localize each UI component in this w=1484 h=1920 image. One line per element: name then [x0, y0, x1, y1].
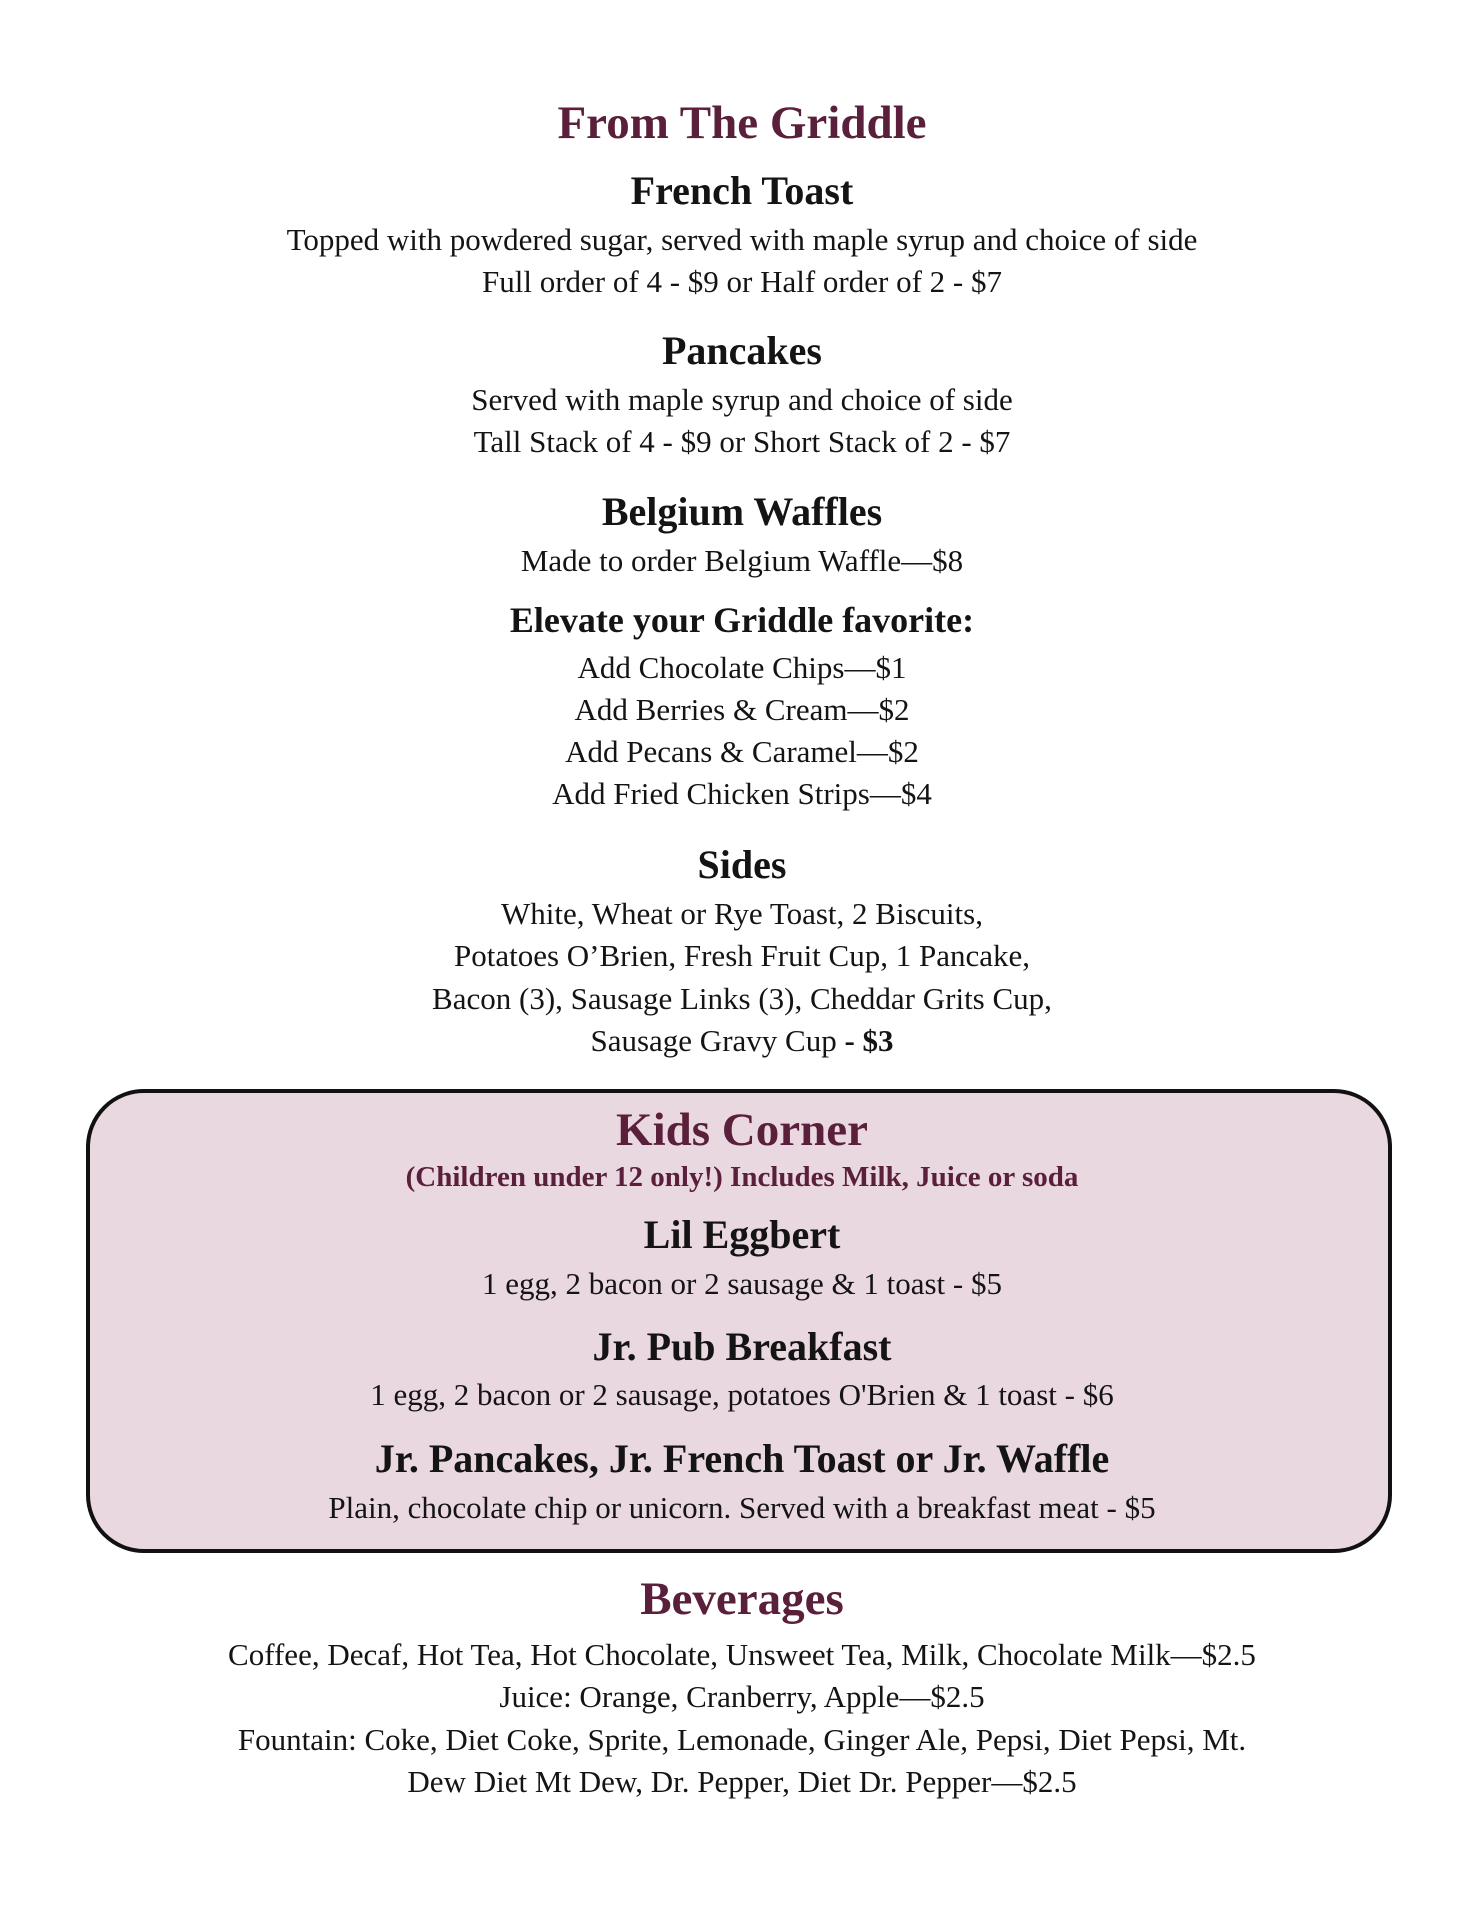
french-toast-title: French Toast — [630, 168, 854, 213]
french-toast-description: Topped with powdered sugar, served with maple syrup and choice of side — [286, 222, 1198, 257]
kids-corner-title: Kids Corner — [616, 1104, 868, 1156]
sides-last-line-text: Sausage Gravy Cup — [590, 1023, 837, 1058]
elevate-item: Add Pecans & Caramel—$2 — [565, 734, 919, 769]
waffles-title: Belgium Waffles — [601, 489, 883, 534]
pancakes-description: Served with maple syrup and choice of side — [471, 382, 1013, 417]
elevate-item: Add Fried Chicken Strips—$4 — [552, 776, 932, 811]
elevate-item: Add Berries & Cream—$2 — [574, 692, 910, 727]
beverages-line: Fountain: Coke, Diet Coke, Sprite, Lemonade, Ginger Ale, Pepsi, Diet Pepsi, Mt. — [237, 1722, 1247, 1757]
sides-heading: Sides — [697, 842, 787, 887]
kids-corner-box — [86, 1089, 1392, 1553]
kids-corner-subtitle: (Children under 12 only!) Includes Milk, Juice or soda — [405, 1161, 1079, 1193]
pancakes-price-line: Tall Stack of 4 - $9 or Short Stack of 2 - $7 — [473, 424, 1011, 459]
kids-item-description: 1 egg, 2 bacon or 2 sausage & 1 toast - $5 — [482, 1266, 1002, 1301]
beverages-line: Dew Diet Mt Dew, Dr. Pepper, Diet Dr. Pepper—$2.5 — [407, 1764, 1077, 1799]
elevate-heading: Elevate your Griddle favorite: — [509, 600, 975, 640]
sides-line: Potatoes O’Brien, Fresh Fruit Cup, 1 Pancake, — [453, 938, 1030, 973]
kids-item-description: 1 egg, 2 bacon or 2 sausage, potatoes O'Brien & 1 toast - $6 — [370, 1377, 1114, 1412]
pancakes-title: Pancakes — [662, 328, 822, 373]
sides-line: Bacon (3), Sausage Links (3), Cheddar Grits Cup, — [432, 981, 1052, 1016]
kids-item-title: Jr. Pub Breakfast — [592, 1324, 892, 1369]
beverages-line: Juice: Orange, Cranberry, Apple—$2.5 — [499, 1679, 985, 1714]
waffles-description: Made to order Belgium Waffle—$8 — [520, 543, 964, 578]
kids-item-title: Lil Eggbert — [643, 1212, 841, 1257]
beverages-line: Coffee, Decaf, Hot Tea, Hot Chocolate, Unsweet Tea, Milk, Chocolate Milk—$2.5 — [228, 1637, 1256, 1672]
griddle-section-title: From The Griddle — [557, 97, 927, 149]
beverages-title: Beverages — [640, 1573, 844, 1625]
french-toast-price-line: Full order of 4 - $9 or Half order of 2 - $7 — [482, 264, 1002, 299]
elevate-item: Add Chocolate Chips—$1 — [577, 650, 907, 685]
sides-price: - $3 — [836, 1023, 894, 1058]
kids-item-title: Jr. Pancakes, Jr. French Toast or Jr. Waffle — [374, 1436, 1110, 1481]
kids-item-description: Plain, chocolate chip or unicorn. Served with a breakfast meat - $5 — [328, 1490, 1156, 1525]
sides-line: White, Wheat or Rye Toast, 2 Biscuits, — [501, 896, 983, 931]
sides-last-line — [0, 1020, 1484, 1062]
